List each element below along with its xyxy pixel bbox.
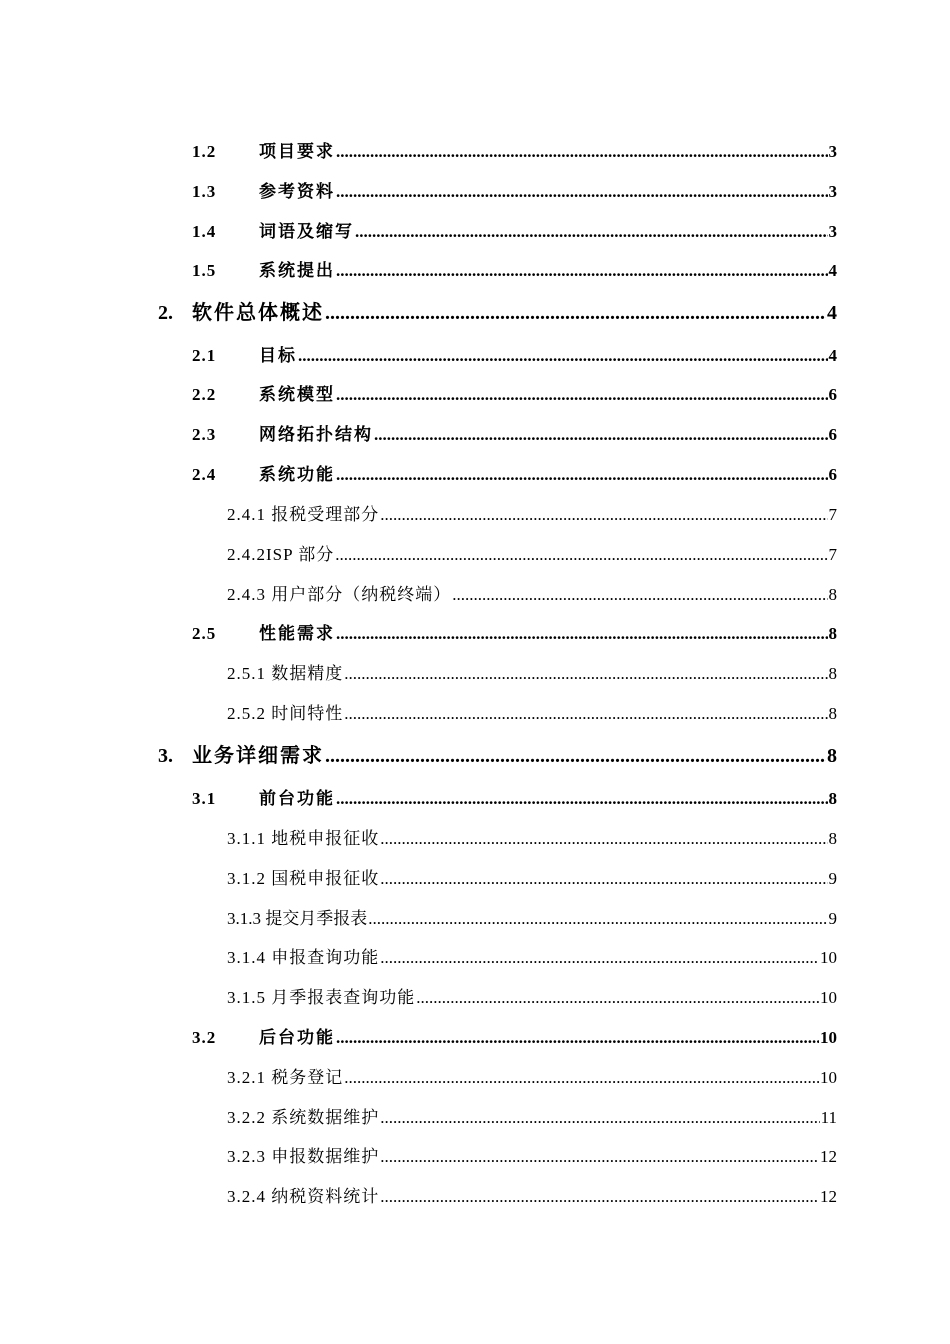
toc-leader-dots bbox=[452, 585, 827, 605]
toc-entry-page: 7 bbox=[828, 545, 837, 564]
toc-entry-number: 2.2 bbox=[192, 385, 217, 404]
toc-leader-dots bbox=[336, 142, 828, 162]
toc-leader-dots bbox=[298, 346, 828, 366]
toc-leader-dots bbox=[380, 1187, 819, 1207]
toc-entry-number: 2.5 bbox=[192, 624, 217, 643]
toc-entry-page: 10 bbox=[820, 948, 837, 967]
toc-entry[interactable] bbox=[192, 784, 837, 808]
toc-leader-dots bbox=[336, 385, 828, 405]
toc-subentry[interactable] bbox=[227, 1063, 837, 1087]
toc-entry-title: 目标 bbox=[259, 346, 297, 365]
toc-entry-title: 软件总体概述 bbox=[192, 302, 324, 324]
toc-entry[interactable] bbox=[192, 137, 837, 161]
toc-entry-page: 4 bbox=[828, 261, 837, 280]
toc-entry-page: 8 bbox=[828, 585, 837, 604]
toc-entry-page: 10 bbox=[820, 1028, 837, 1047]
toc-subentry[interactable] bbox=[227, 983, 837, 1007]
toc-leader-dots bbox=[380, 948, 819, 968]
toc-entry-title: 2.4.2ISP 部分 bbox=[227, 545, 335, 564]
toc-entry-title: 2.4.3 用户部分（纳税终端） bbox=[227, 585, 452, 604]
toc-entry-title: 3.2.1 税务登记 bbox=[227, 1068, 344, 1087]
toc-entry-title: 2.5.2 时间特性 bbox=[227, 704, 344, 723]
toc-leader-dots bbox=[374, 425, 828, 445]
toc-entry-title: 参考资料 bbox=[259, 182, 335, 201]
toc-leader-dots bbox=[344, 1068, 819, 1088]
toc-entry[interactable] bbox=[192, 380, 837, 404]
toc-leader-dots bbox=[416, 988, 819, 1008]
toc-entry-number: 2. bbox=[158, 302, 173, 324]
toc-subentry[interactable] bbox=[227, 1142, 837, 1166]
toc-entry-title: 3.1.1 地税申报征收 bbox=[227, 829, 380, 848]
toc-entry-title: 项目要求 bbox=[259, 142, 335, 161]
toc-entry-number: 3.1 bbox=[192, 789, 217, 808]
toc-leader-dots bbox=[380, 505, 827, 525]
toc-entry-page: 6 bbox=[828, 425, 837, 444]
toc-entry-title: 词语及缩写 bbox=[259, 222, 354, 241]
toc-entry-title: 3.1.4 申报查询功能 bbox=[227, 948, 380, 967]
toc-entry-number: 3. bbox=[158, 745, 173, 767]
toc-entry-page: 12 bbox=[820, 1147, 837, 1166]
toc-leader-dots bbox=[335, 545, 827, 565]
toc-leader-dots bbox=[336, 261, 828, 281]
toc-entry-page: 10 bbox=[820, 1068, 837, 1087]
toc-subentry[interactable] bbox=[227, 1182, 837, 1206]
toc-entry-title: 系统提出 bbox=[259, 261, 335, 280]
toc-entry-title: 2.4.1 报税受理部分 bbox=[227, 505, 380, 524]
toc-leader-dots bbox=[336, 789, 828, 809]
toc-entry-number: 1.3 bbox=[192, 182, 217, 201]
toc-subentry[interactable] bbox=[227, 1103, 837, 1127]
toc-entry-page: 8 bbox=[827, 745, 837, 767]
toc-entry-page: 8 bbox=[828, 829, 837, 848]
toc-leader-dots bbox=[380, 1147, 819, 1167]
toc-subentry[interactable] bbox=[227, 580, 837, 604]
toc-leader-dots bbox=[336, 182, 828, 202]
toc-entry-title: 2.5.1 数据精度 bbox=[227, 664, 344, 683]
toc-entry[interactable] bbox=[192, 460, 837, 484]
toc-entry[interactable] bbox=[192, 341, 837, 365]
toc-entry-title: 网络拓扑结构 bbox=[259, 425, 373, 444]
toc-chapter-entry[interactable] bbox=[158, 296, 837, 324]
toc-entry-title: 3.1.5 月季报表查询功能 bbox=[227, 988, 416, 1007]
toc-entry-number: 2.1 bbox=[192, 346, 217, 365]
toc-leader-dots bbox=[344, 664, 827, 684]
toc-entry-title: 3.2.4 纳税资料统计 bbox=[227, 1187, 380, 1206]
toc-entry-page: 3 bbox=[828, 222, 837, 241]
toc-subentry[interactable] bbox=[227, 659, 837, 683]
toc-leader-dots bbox=[380, 1108, 819, 1128]
toc-entry-page: 11 bbox=[820, 1108, 837, 1127]
toc-entry-number: 2.3 bbox=[192, 425, 217, 444]
toc-entry-page: 4 bbox=[827, 302, 837, 324]
toc-entry-page: 6 bbox=[828, 465, 837, 484]
toc-chapter-entry[interactable] bbox=[158, 739, 837, 767]
toc-subentry[interactable] bbox=[227, 699, 837, 723]
toc-subentry[interactable] bbox=[227, 904, 837, 928]
toc-subentry[interactable] bbox=[227, 943, 837, 967]
toc-entry-page: 8 bbox=[828, 624, 837, 643]
toc-leader-dots bbox=[368, 909, 827, 929]
toc-entry-title: 3.1.2 国税申报征收 bbox=[227, 869, 380, 888]
toc-entry-title: 系统功能 bbox=[259, 465, 335, 484]
toc-entry[interactable] bbox=[192, 256, 837, 280]
toc-entry-page: 3 bbox=[828, 182, 837, 201]
toc-leader-dots bbox=[355, 222, 828, 242]
toc-entry-title: 前台功能 bbox=[259, 789, 335, 808]
toc-entry[interactable] bbox=[192, 1023, 837, 1047]
toc-entry-number: 1.5 bbox=[192, 261, 217, 280]
toc-entry-page: 8 bbox=[828, 704, 837, 723]
toc-entry-number: 1.2 bbox=[192, 142, 217, 161]
toc-entry-page: 8 bbox=[828, 789, 837, 808]
toc-subentry[interactable] bbox=[227, 540, 837, 564]
toc-subentry[interactable] bbox=[227, 500, 837, 524]
toc-entry-page: 3 bbox=[828, 142, 837, 161]
toc-entry-title: 3.2.3 申报数据维护 bbox=[227, 1147, 380, 1166]
toc-entry-title: 3.1.3 提交月季报表 bbox=[227, 909, 368, 928]
toc-leader-dots bbox=[344, 704, 827, 724]
toc-entry-number: 1.4 bbox=[192, 222, 217, 241]
toc-entry-number: 3.2 bbox=[192, 1028, 217, 1047]
toc-entry-title: 业务详细需求 bbox=[192, 745, 324, 767]
toc-entry-page: 7 bbox=[828, 505, 837, 524]
toc-entry-title: 性能需求 bbox=[259, 624, 335, 643]
toc-subentry[interactable] bbox=[227, 824, 837, 848]
toc-entry-title: 系统模型 bbox=[259, 385, 335, 404]
toc-leader-dots bbox=[380, 829, 827, 849]
toc-leader-dots bbox=[336, 1028, 819, 1048]
toc-entry-page: 8 bbox=[828, 664, 837, 683]
toc-entry-page: 4 bbox=[828, 346, 837, 365]
toc-entry[interactable] bbox=[192, 420, 837, 444]
toc-leader-dots bbox=[336, 465, 828, 485]
toc-leader-dots bbox=[380, 869, 827, 889]
toc-entry-page: 10 bbox=[820, 988, 837, 1007]
toc-entry[interactable] bbox=[192, 217, 837, 241]
toc-entry[interactable] bbox=[192, 619, 837, 643]
toc-entry-page: 6 bbox=[828, 385, 837, 404]
toc-entry[interactable] bbox=[192, 177, 837, 201]
toc-leader-dots bbox=[336, 624, 828, 644]
toc-leader-dots bbox=[325, 745, 826, 768]
toc-entry-title: 3.2.2 系统数据维护 bbox=[227, 1108, 380, 1127]
toc-entry-page: 12 bbox=[820, 1187, 837, 1206]
toc-entry-title: 后台功能 bbox=[259, 1028, 335, 1047]
toc-entry-page: 9 bbox=[828, 909, 837, 928]
toc-entry-page: 9 bbox=[828, 869, 837, 888]
toc-entry-number: 2.4 bbox=[192, 465, 217, 484]
toc-leader-dots bbox=[325, 302, 826, 325]
toc-subentry[interactable] bbox=[227, 864, 837, 888]
